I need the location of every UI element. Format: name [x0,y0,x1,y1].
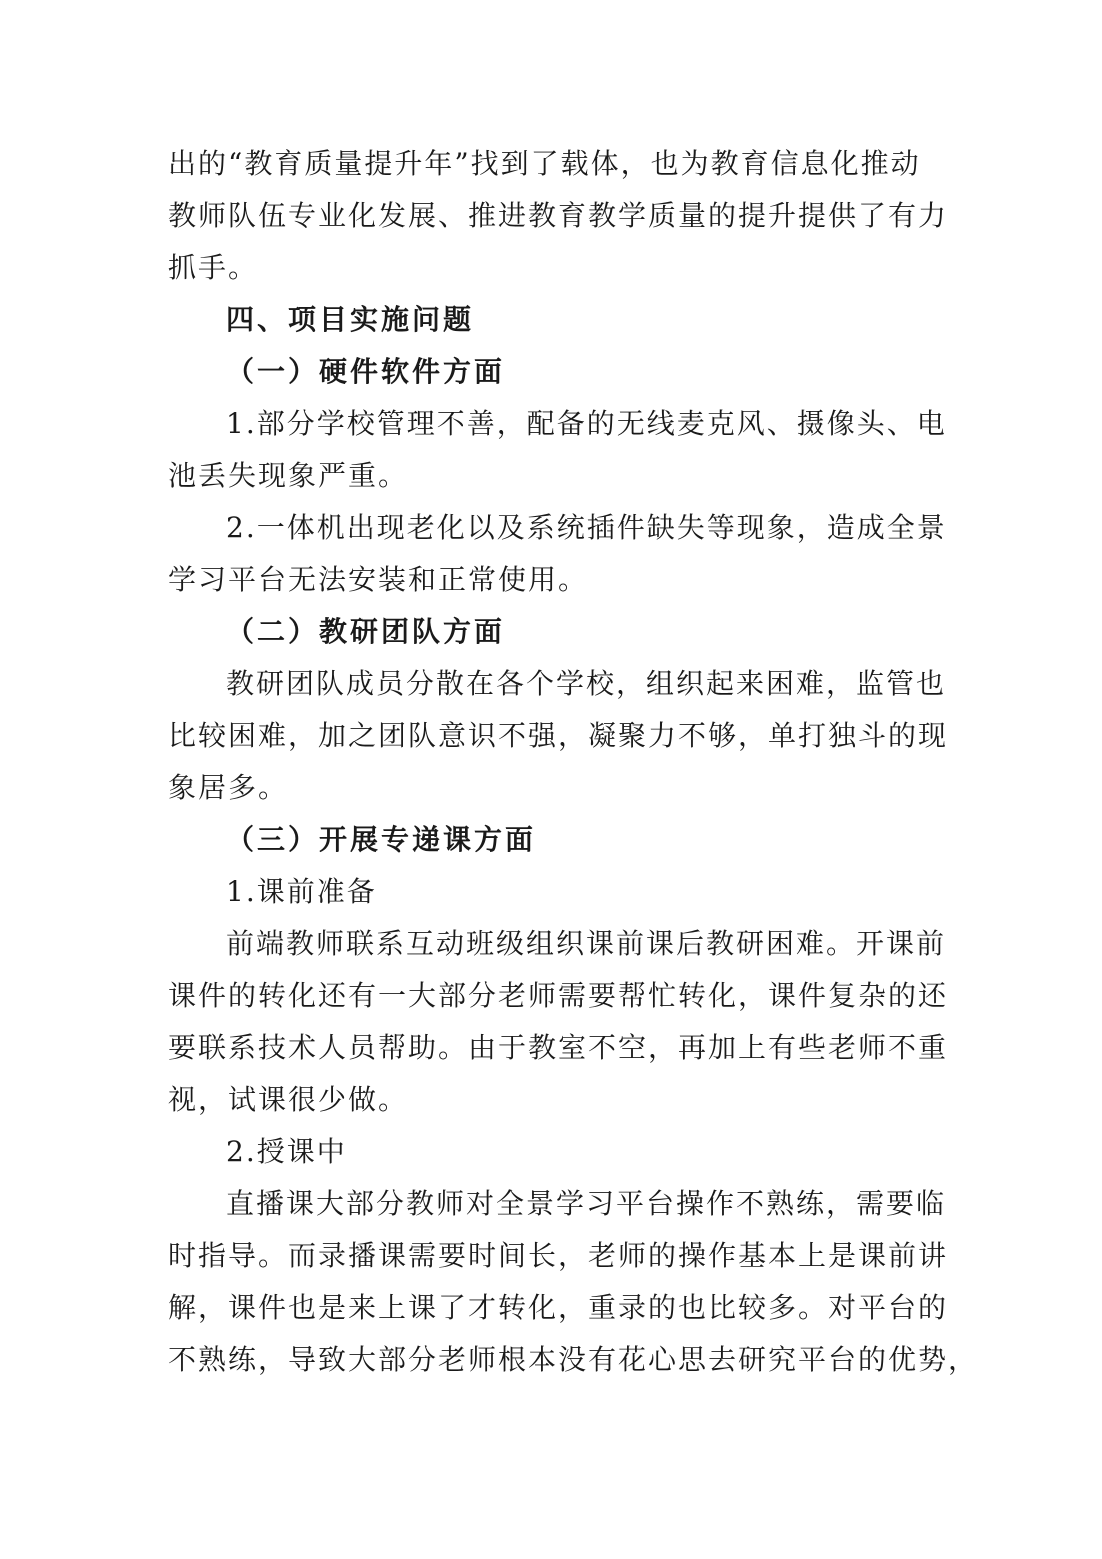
body-text-line: 教研团队成员分散在各个学校，组织起来困难，监管也 [226,667,947,700]
body-text-line: 课件的转化还有一大部分老师需要帮忙转化，课件复杂的还 [168,979,949,1012]
body-text-line: 池丢失现象严重。 [168,459,409,492]
body-text-line: 不熟练，导致大部分老师根本没有花心思去研究平台的优势， [168,1343,979,1376]
body-text-line: 时指导。而录播课需要时间长，老师的操作基本上是课前讲 [168,1239,949,1272]
body-text-line: 直播课大部分教师对全景学习平台操作不熟练，需要临 [226,1187,947,1220]
body-text-line: 2.授课中 [226,1135,347,1168]
body-text-line: 教师队伍专业化发展、推进教育教学质量的提升提供了有力 [168,199,949,232]
body-text-line: 2.一体机出现老化以及系统插件缺失等现象，造成全景 [226,511,947,544]
section-heading: 四、项目实施问题 [226,303,475,336]
body-text-line: 出的“教育质量提升年”找到了载体，也为教育信息化推动 [168,147,921,180]
subsection-heading: （一）硬件软件方面 [226,355,506,388]
body-text-line: 比较困难，加之团队意识不强，凝聚力不够，单打独斗的现 [168,719,949,752]
body-text-line: 视，试课很少做。 [168,1083,409,1116]
body-text-line: 前端教师联系互动班级组织课前课后教研困难。开课前 [226,927,947,960]
body-text-line: 解，课件也是来上课了才转化，重录的也比较多。对平台的 [168,1291,949,1324]
body-text-line: 抓手。 [168,251,259,284]
body-text-line: 学习平台无法安装和正常使用。 [168,563,589,596]
subsection-heading: （二）教研团队方面 [226,615,506,648]
body-text-line: 1.课前准备 [226,875,377,908]
document-page [168,138,979,1386]
body-text-line: 象居多。 [168,771,289,804]
body-text-line: 要联系技术人员帮助。由于教室不空，再加上有些老师不重 [168,1031,949,1064]
subsection-heading: （三）开展专递课方面 [226,823,537,856]
body-text-line: 1.部分学校管理不善，配备的无线麦克风、摄像头、电 [226,407,947,440]
